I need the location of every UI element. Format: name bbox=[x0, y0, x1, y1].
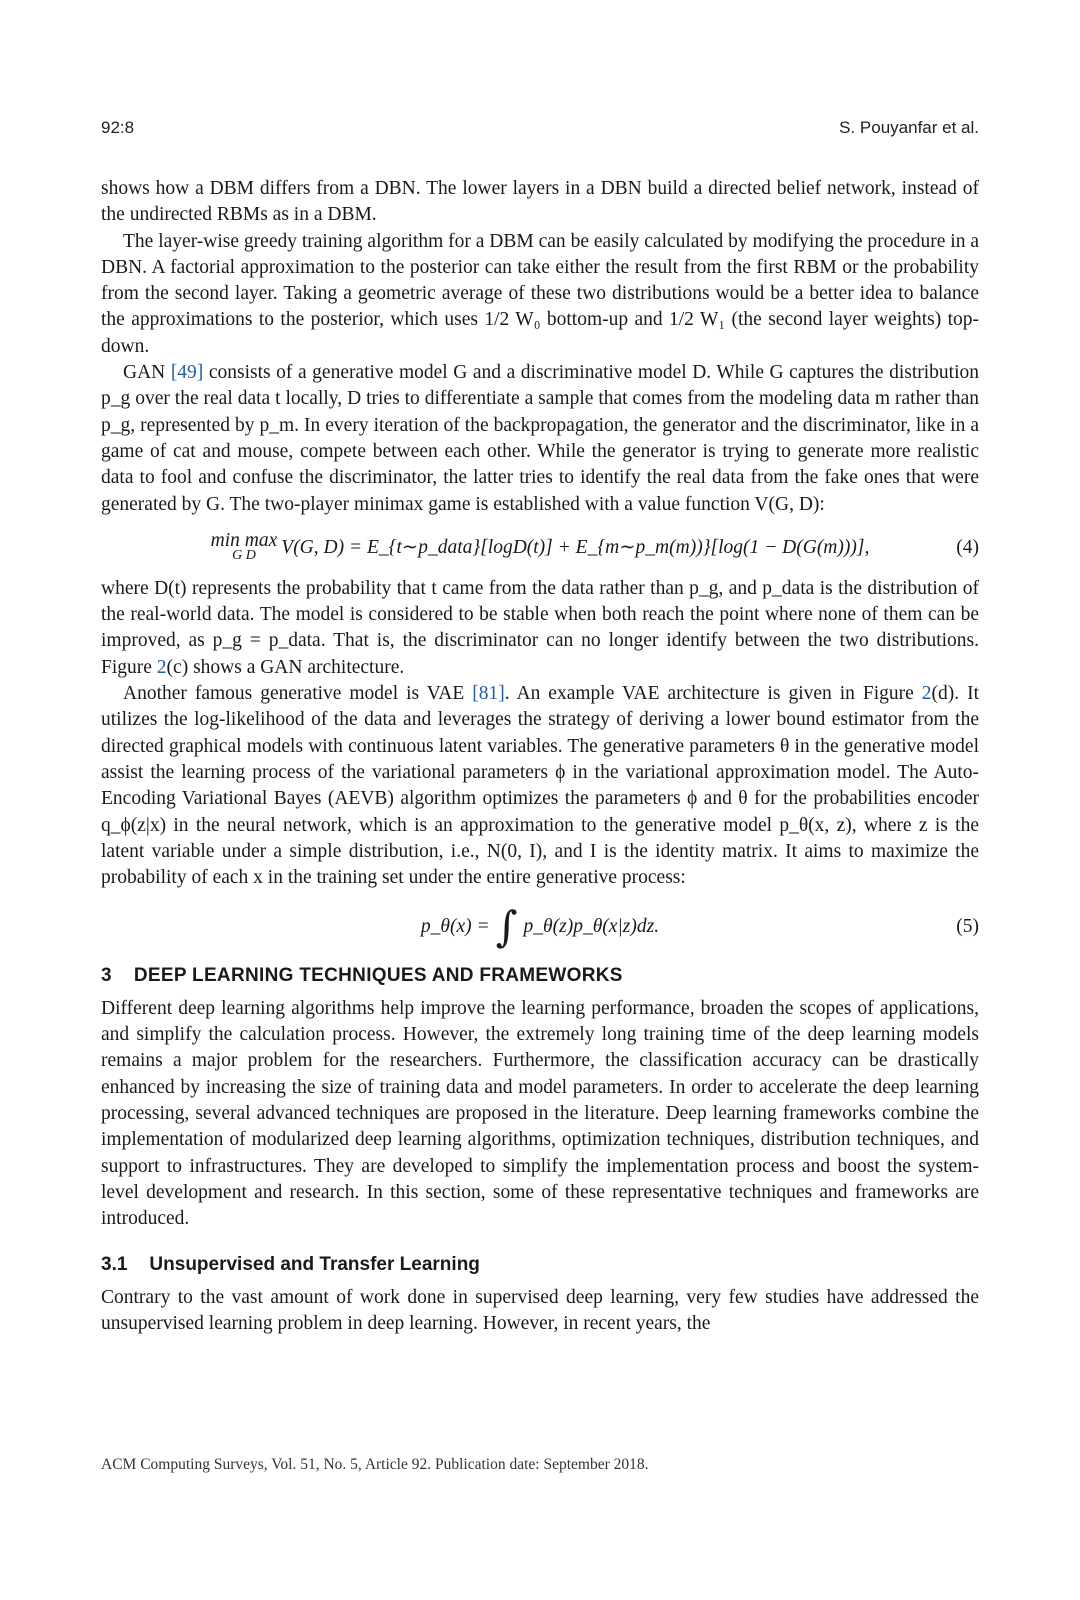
equation-5-lhs: p_θ(x) = bbox=[420, 916, 490, 938]
stability-text-end: (c) shows a GAN architecture. bbox=[166, 656, 405, 678]
equation-5-rhs: p_θ(z)p_θ(x|z)dz. bbox=[523, 916, 660, 938]
integral-sign: ∫ bbox=[495, 902, 518, 952]
section-number: 3 bbox=[101, 965, 112, 987]
journal-footer: ACM Computing Surveys, Vol. 51, No. 5, Article 92. Publication date: September 2018. bbox=[101, 1456, 649, 1473]
paragraph-layer-wise-training: The layer-wise greedy training algorithm for a DBM can be easily calculated by modifying the procedure in a DBN. A factorial approximation to the posterior can take either the result from the first RBM or the probability from the second layer. Taking a geometric average of these two distributions would be a better idea to balance the approximations to the posterior, which uses 1/2 W₀ bottom-up and 1/2 W₁ (the second layer weights) top-down. bbox=[101, 230, 979, 357]
equation-4-body: V(G, D) = E_{t∼p_data}[logD(t)] + E_{m∼p_m(m))}[log(1 − D(G(m)))], bbox=[281, 536, 870, 558]
subsection-heading-3-1 bbox=[101, 1252, 979, 1278]
page-number: 92:8 bbox=[101, 118, 135, 137]
vae-text-middle: . An example VAE architecture is given in Figure bbox=[504, 683, 922, 705]
equation-5 bbox=[101, 902, 979, 952]
equation-4-number: (4) bbox=[956, 536, 979, 558]
section-title: DEEP LEARNING TECHNIQUES AND FRAMEWORKS bbox=[133, 965, 623, 987]
paragraph-gan bbox=[101, 360, 979, 518]
equation-5-number: (5) bbox=[956, 916, 979, 938]
paragraph-techniques-intro: Different deep learning algorithms help improve the learning performance, broaden the scopes of applications, and simplify the calculation process. However, the extremely long training time of the deep learning models remains a major problem for the researchers. Furthermore, the classification accuracy can be drastically enhanced by increasing the size of training data and model parameters. In order to accelerate the deep learning processing, several advanced techniques are proposed in the literature. Deep learning frameworks combine the implementation of modularized deep learning algorithms, optimization techniques, distribution techniques, and support to infrastructures. They are developed to simplify the implementation process and boost the system-level development and research. In this section, some of these representative techniques and frameworks are introduced. bbox=[101, 997, 979, 1230]
minmax-operator bbox=[210, 529, 278, 563]
paragraph-dbm-dbn: shows how a DBM differs from a DBN. The lower layers in a DBN build a directed belief network, instead of the undirected RBMs as in a DBM. bbox=[101, 178, 979, 226]
figure-link-2c[interactable]: 2 bbox=[156, 656, 167, 678]
vae-text-start: Another famous generative model is VAE bbox=[123, 683, 473, 705]
subsection-title: Unsupervised and Transfer Learning bbox=[149, 1254, 480, 1276]
gan-text-start: GAN bbox=[123, 362, 171, 384]
citation-link-81[interactable]: [81] bbox=[472, 683, 505, 705]
equation-4 bbox=[101, 530, 979, 566]
citation-link-49[interactable]: [49] bbox=[170, 362, 204, 384]
minmax-label: min max bbox=[210, 529, 278, 551]
running-authors: S. Pouyanfar et al. bbox=[839, 118, 979, 137]
section-heading-3 bbox=[101, 963, 979, 989]
paragraph-gan-stability bbox=[101, 576, 979, 681]
subsection-number: 3.1 bbox=[101, 1254, 128, 1276]
paragraph-unsupervised: Contrary to the vast amount of work done in supervised deep learning, very few studies have addressed the unsupervised learning problem in deep learning. However, in recent years, the bbox=[101, 1286, 979, 1334]
stability-text-start: where D(t) represents the probability that t came from the data rather than p_g, and p_data is the distribution of the real-world data. The model is considered to be stable when both reach the point where none of them can be improved, as p_g = p_data. That is, the discriminator can no longer identify between the two distributions. Figure bbox=[101, 577, 979, 678]
gan-text-rest: consists of a generative model G and a discriminative model D. While G captures the distribution p_g over the real data t locally, D tries to differentiate a sample that comes from the modeling data m rather than p_g, represented by p_m. In every iteration of the backpropagation, the generator and the discriminator, like in a game of cat and mouse, compete between each other. While the generator is trying to generate more realistic data to fool and confuse the discriminator, the latter tries to identify the real data from the fake ones that were generated by G. The two-player minimax game is established with a value function V(G, D): bbox=[101, 362, 980, 515]
running-header bbox=[101, 118, 979, 138]
paragraph-vae bbox=[101, 681, 979, 891]
figure-link-2d[interactable]: 2 bbox=[921, 683, 932, 705]
vae-text-rest: (d). It utilizes the log-likelihood of the data and leverages the strategy of deriving a lower bound estimator from the directed graphical models with continuous latent variables. The generative parameters θ in the generative model assist the learning process of the variational parameters ϕ in the variational approximation model. The Auto-Encoding Variational Bayes (AEVB) algorithm optimizes the parameters ϕ and θ for the probabilities encoder q_ϕ(z|x) in the neural network, which is an approximation to the generative model p_θ(x, z), where z is the latent variable under a simple distribution, i.e., N(0, I), and I is the identity matrix. It aims to maximize the probability of each x in the training set under the entire generative process: bbox=[101, 683, 979, 889]
minmax-subscripts: G D bbox=[232, 547, 256, 563]
body-text bbox=[101, 176, 979, 1337]
